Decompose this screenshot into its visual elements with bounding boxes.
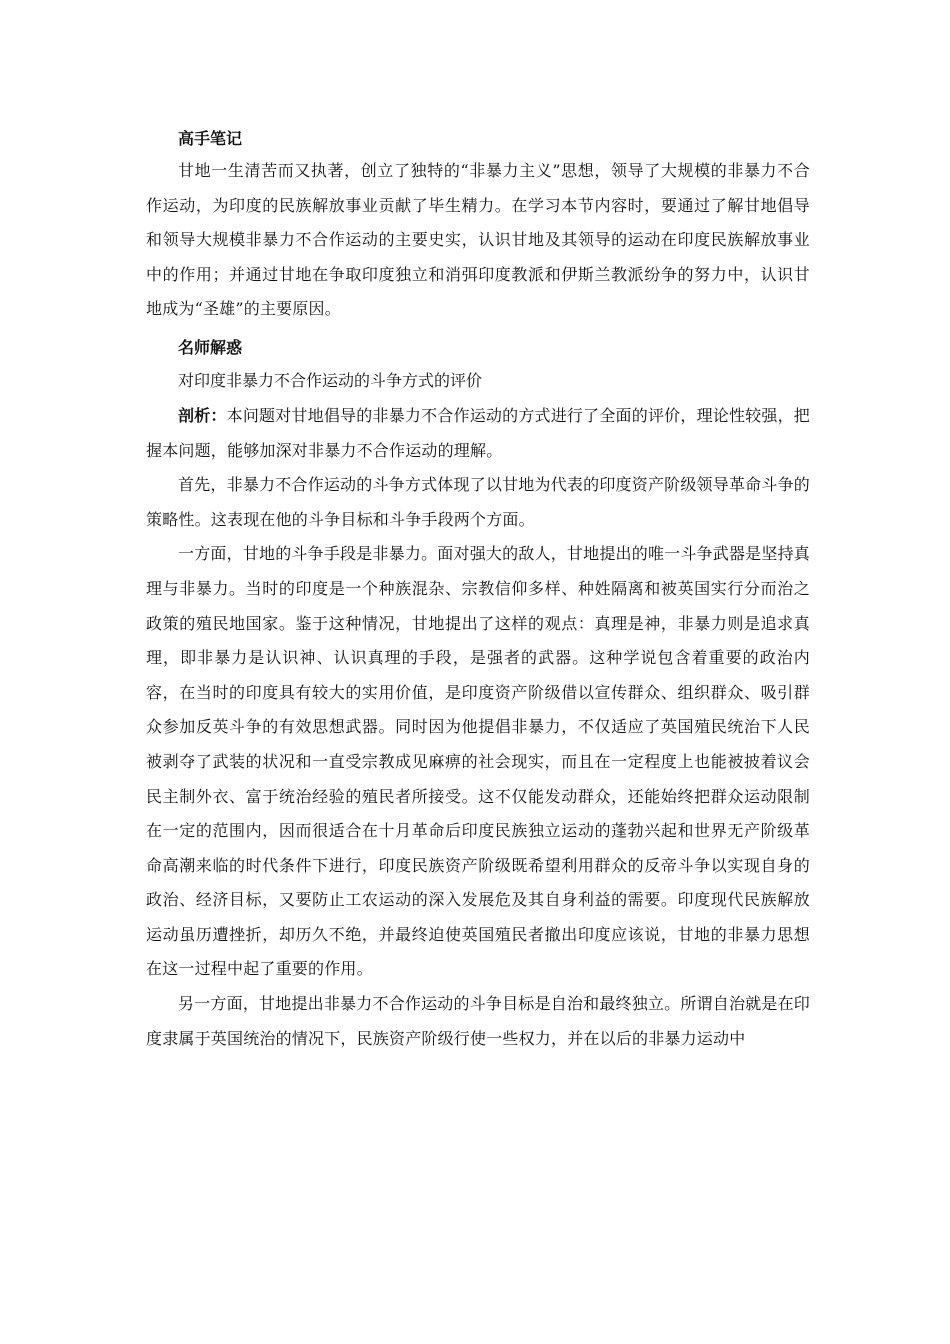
analysis-paragraph [146,399,810,468]
topic-title: 对印度非暴力不合作运动的斗争方式的评价 [178,370,483,390]
body-paragraph-2: 一方面，甘地的斗争手段是非暴力。面对强大的敌人，甘地提出的唯一斗争武器是坚持真理与非暴力。当时的印度是一个种族混杂、宗教信仰多样、种姓隔离和被英国实行分而治之政策的殖民地国家。鉴于这种情况，甘地提出了这样的观点：真理是神，非暴力则是追求真理，即非暴力是认识神、认识真理的手段，是强者的武器。这种学说包含着重要的政治内容，在当时的印度具有较大的实用价值，是印度资产阶级借以宣传群众、组织群众、吸引群众参加反英斗争的有效思想武器。同时因为他提倡非暴力，不仅适应了英国殖民统治下人民被剥夺了武装的状况和一直受宗教成见麻痹的社会现实，而且在一定程度上也能被披着议会民主制外衣、富于统治经验的殖民者所接受。这不仅能发动群众，还能始终把群众运动限制在一定的范围内，因而很适合在十月革命后印度民族独立运动的蓬勃兴起和世界无产阶级革命高潮来临的时代条件下进行，印度民族资产阶级既希望利用群众的反帝斗争以实现自身的政治、经济目标，又要防止工农运动的深入发展危及其自身利益的需要。印度现代民族解放运动虽历遭挫折，却历久不绝，并最终迫使英国殖民者撤出印度应该说，甘地的非暴力思想在这一过程中起了重要的作用。 [146,544,810,979]
analysis-label: 剖析： [178,405,227,425]
expert-notes-paragraph: 甘地一生清苦而又执著，创立了独特的“非暴力主义”思想，领导了大规模的非暴力不合作运动，为印度的民族解放事业贡献了毕生精力。在学习本节内容时，要通过了解甘地倡导和领导大规模非暴力不合作运动的主要史实，认识甘地及其领导的运动在印度民族解放事业中的作用；并通过甘地在争取印度独立和消弭印度教派和伊斯兰教派纷争的努力中，认识甘地成为“圣雄”的主要原因。 [146,161,810,319]
section-heading-teacher-explains: 名师解惑 [178,337,243,357]
section-heading-expert-notes: 高手笔记 [178,129,243,148]
body-paragraph-3: 另一方面，甘地提出非暴力不合作运动的斗争目标是自治和最终独立。所谓自治就是在印度隶属于英国统治的情况下，民族资产阶级行使一些权力，并在以后的非暴力运动中 [146,994,810,1048]
body-paragraph-1: 首先，非暴力不合作运动的斗争方式体现了以甘地为代表的印度资产阶级领导革命斗争的策略性。这表现在他的斗争目标和斗争手段两个方面。 [146,475,810,529]
document-body [146,124,810,1056]
analysis-text: 本问题对甘地倡导的非暴力不合作运动的方式进行了全面的评价，理论性较强，把握本问题，能够加深对非暴力不合作运动的理解。 [146,405,810,460]
